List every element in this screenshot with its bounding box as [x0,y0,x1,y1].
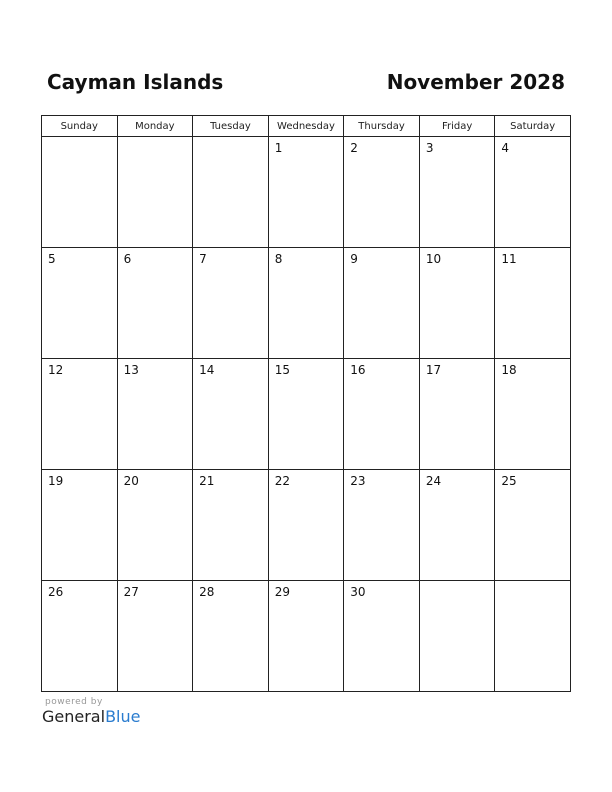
day-cell [193,248,269,359]
day-number: 5 [48,252,56,266]
weekday-header-row [42,116,571,137]
day-number: 19 [48,474,64,488]
day-cell [117,359,193,470]
week-row [42,470,571,581]
day-number: 11 [501,252,517,266]
day-number: 6 [123,252,132,266]
brand-blue-text: Blue [105,707,141,726]
weekday-thursday: Thursday [344,116,420,137]
day-number: 1 [274,141,283,155]
day-number: 4 [501,141,510,155]
day-number: 20 [123,474,139,488]
day-cell [42,359,118,470]
day-cell [193,581,269,692]
weekday-tuesday: Tuesday [193,116,269,137]
day-cell [42,470,118,581]
day-number: 29 [274,585,290,599]
day-cell [268,581,344,692]
generalblue-logo[interactable] [42,707,140,726]
day-number: 8 [274,252,283,266]
day-cell [419,137,495,248]
day-number: 23 [350,474,366,488]
day-number: 14 [199,363,215,377]
day-cell [268,359,344,470]
day-cell [117,248,193,359]
day-number: 22 [274,474,290,488]
day-cell [268,248,344,359]
day-cell [419,359,495,470]
day-number [118,137,193,141]
weekday-wednesday: Wednesday [268,116,344,137]
day-number: 15 [274,363,290,377]
month-year-title: November 2028 [386,70,565,94]
calendar-grid [41,115,571,692]
day-number: 28 [199,585,215,599]
day-number: 16 [350,363,366,377]
week-row [42,581,571,692]
weekday-friday: Friday [419,116,495,137]
day-number [42,137,117,141]
day-cell [419,248,495,359]
country-title: Cayman Islands [47,70,224,94]
day-cell [495,248,571,359]
day-cell [193,359,269,470]
weekday-sunday: Sunday [42,116,118,137]
day-number: 25 [501,474,517,488]
day-number [495,581,570,585]
powered-by-text: powered by [45,697,103,707]
day-number: 13 [123,363,139,377]
day-number: 21 [199,474,215,488]
day-cell [117,581,193,692]
day-cell [344,137,420,248]
day-number: 7 [199,252,207,266]
day-number: 17 [425,363,442,377]
brand-general-text: General [42,707,106,726]
weekday-monday: Monday [117,116,193,137]
day-cell [344,248,420,359]
weekday-saturday: Saturday [495,116,571,137]
day-cell [193,137,269,248]
day-cell [419,470,495,581]
day-number: 18 [501,363,517,377]
day-number: 26 [48,585,64,599]
day-cell [42,248,118,359]
day-number [420,581,495,585]
day-cell [42,137,118,248]
day-cell [344,581,420,692]
day-cell [419,581,495,692]
footer-branding [42,697,140,726]
week-row [42,359,571,470]
day-cell [268,137,344,248]
day-number [193,137,268,141]
day-number: 2 [350,141,358,155]
day-number: 3 [425,141,434,155]
day-cell [495,137,571,248]
day-cell [268,470,344,581]
day-number: 27 [123,585,139,599]
day-cell [495,359,571,470]
day-cell [344,470,420,581]
week-row [42,137,571,248]
day-cell [495,470,571,581]
day-cell [117,137,193,248]
day-cell [117,470,193,581]
day-number: 24 [425,474,442,488]
day-number: 30 [350,585,366,599]
week-row [42,248,571,359]
day-cell [344,359,420,470]
day-number: 12 [48,363,64,377]
day-cell [495,581,571,692]
day-number: 9 [350,252,358,266]
day-number: 10 [425,252,442,266]
day-cell [193,470,269,581]
day-cell [42,581,118,692]
